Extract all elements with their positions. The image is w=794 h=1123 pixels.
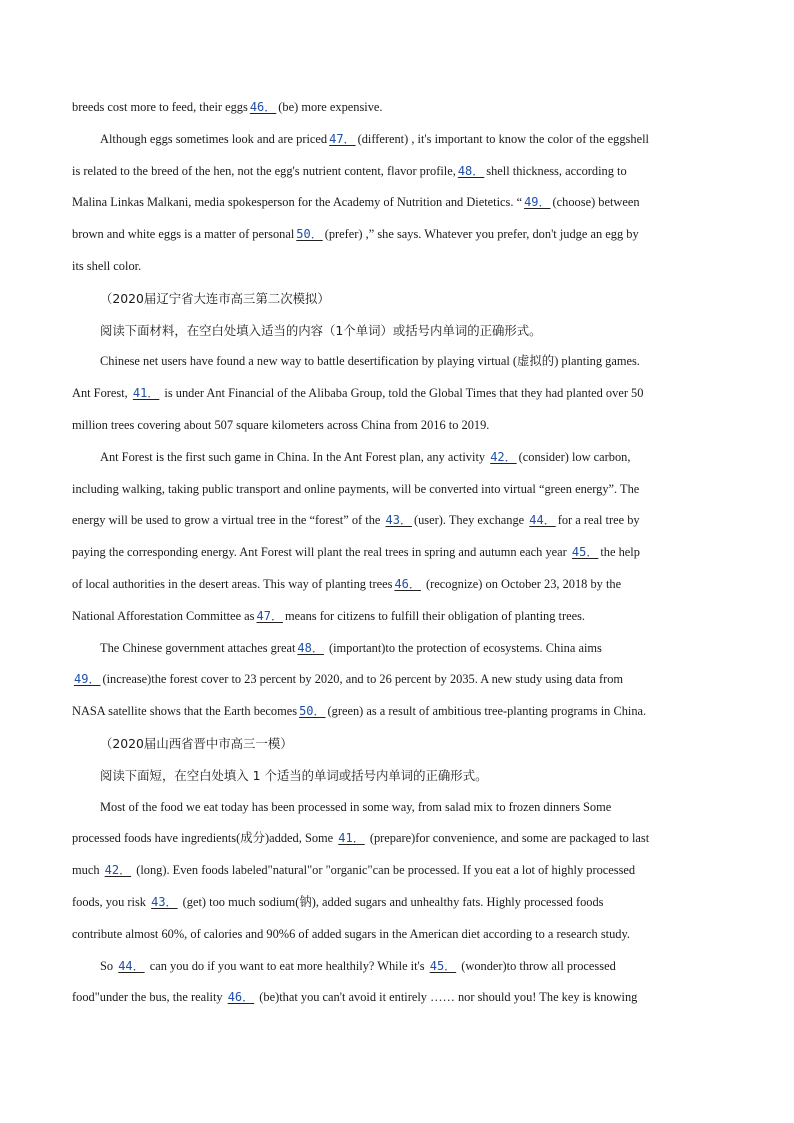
text-segment: (consider) low carbon, [518,449,631,464]
text-segment: is related to the breed of the hen, not the egg's nutrient content, flavor profile, [72,163,456,178]
text-line [72,187,720,219]
text-line [72,156,720,188]
text-line [72,219,720,251]
answer-blank: 47． [329,131,356,146]
text-segment: paying the corresponding energy. Ant Forest will plant the real trees in spring and autumn each year [72,545,570,560]
text-segment: means for citizens to fulfill their obligation of planting trees. [284,608,586,623]
document-page [72,92,720,1014]
answer-blank: 46． [227,990,255,1005]
text-segment: contribute almost 60%, of calories and 90%6 of added sugars in the American diet according to a research study. [72,926,630,941]
text-line [72,601,720,633]
text-segment: (increase)the forest cover to 23 percent by 2020, and to 26 percent by 2035. A new study using data from [102,672,624,687]
answer-blank: 47． [256,608,283,623]
text-line [72,696,720,728]
text-line [72,251,720,283]
text-segment: million trees covering about 507 square kilometers across China from 2016 to 2019. [72,417,490,432]
text-segment: (prepare)for convenience, and some are packaged to last [366,831,650,846]
text-segment: （2020届辽宁省大连市高三第二次模拟） [100,290,330,306]
text-line [72,505,720,537]
text-segment: (be) more expensive. [278,100,383,114]
text-line [72,982,720,1014]
section-source-heading [72,728,720,760]
text-line [72,92,720,124]
text-segment: (long). Even foods labeled"natural"or "organic"can be processed. If you eat a lot of highly processed [133,863,636,878]
text-segment: Most of the food we eat today has been processed in some way, from salad mix to frozen dinners Some [100,799,612,814]
answer-blank: 49． [74,672,101,687]
text-segment: Ant Forest is the first such game in China. In the Ant Forest plan, any activity [100,449,489,464]
section-instruction [72,760,720,792]
text-line [72,792,720,824]
text-segment: (wonder)to throw all processed [458,958,616,973]
answer-blank: 44． [118,958,145,973]
text-segment: (choose) between [552,195,640,210]
text-segment: of local authorities in the desert areas. This way of planting trees [72,576,393,591]
answer-blank: 46． [249,100,277,114]
answer-blank: 46． [394,576,421,591]
text-segment: Chinese net users have found a new way to battle desertification by playing virtual (虚拟的) planting games. [100,354,640,369]
text-segment: food"under the bus, the reality [72,990,226,1005]
text-segment: (user). They exchange [413,513,528,528]
answer-blank: 48． [297,640,324,655]
text-line [72,378,720,410]
text-segment: NASA satellite shows that the Earth becomes [72,704,298,719]
section-instruction [72,315,720,347]
text-segment: much [72,863,103,878]
answer-blank: 44． [529,513,556,528]
text-line [72,855,720,887]
text-segment: can you do if you want to eat more healthily? While it's [146,958,428,973]
text-segment: (different) , it's important to know the color of the eggshell [357,131,649,146]
text-segment: Malina Linkas Malkani, media spokesperson for the Academy of Nutrition and Dietetics. “ [72,195,523,210]
text-segment: (be)that you can't avoid it entirely …… nor should you! The key is knowing [256,990,638,1005]
answer-blank: 42． [104,863,132,878]
text-segment: foods, you risk [72,894,150,909]
text-line [72,346,720,378]
text-line [72,887,720,919]
text-segment: Ant Forest, [72,386,131,401]
text-segment: brown and white eggs is a matter of personal [72,227,295,242]
answer-blank: 45． [571,545,599,560]
text-line [72,474,720,506]
text-segment: 阅读下面材料，在空白处填入适当的内容（1个单词）或括号内单词的正确形式。 [100,322,542,338]
text-segment: including walking, taking public transport and online payments, will be converted into virtual “green energy”. The [72,481,640,496]
answer-blank: 41． [132,386,160,401]
text-segment: (important)to the protection of ecosystems. China aims [325,640,602,655]
text-line [72,664,720,696]
text-segment: (get) too much sodium(钠), added sugars and unhealthy fats. Highly processed foods [179,894,604,909]
text-segment: energy will be used to grow a virtual tree in the “forest” of the [72,513,384,528]
answer-blank: 43． [151,894,178,909]
text-segment: shell thickness, according to [486,163,627,178]
text-line [72,633,720,665]
text-segment: processed foods have ingredients(成分)added, Some [72,831,337,846]
text-segment: (prefer) ,” she says. Whatever you prefer, don't judge an egg by [324,227,639,242]
text-segment: (recognize) on October 23, 2018 by the [422,576,622,591]
text-segment: is under Ant Financial of the Alibaba Group, told the Global Times that they had planted over 50 [161,386,644,401]
text-line [72,951,720,983]
text-line [72,537,720,569]
answer-blank: 41． [338,831,365,846]
text-line [72,823,720,855]
text-segment: breeds cost more to feed, their eggs [72,100,248,114]
answer-blank: 50． [296,227,323,242]
text-line [72,919,720,951]
answer-blank: 48． [457,163,485,178]
text-line [72,569,720,601]
answer-blank: 49． [524,195,551,210]
text-segment: the help [600,545,640,560]
text-segment: National Afforestation Committee as [72,608,255,623]
text-segment: So [100,958,117,973]
text-segment: Although eggs sometimes look and are priced [100,131,328,146]
section-source-heading [72,283,720,315]
text-segment: 阅读下面短，在空白处填入 1 个适当的单词或括号内单词的正确形式。 [100,767,488,783]
answer-blank: 43． [385,513,412,528]
text-segment: for a real tree by [557,513,640,528]
text-line [72,442,720,474]
answer-blank: 42． [490,449,517,464]
answer-blank: 45． [429,958,457,973]
text-segment: （2020届山西省晋中市高三一模） [100,735,293,751]
text-line [72,410,720,442]
text-segment: The Chinese government attaches great [100,640,296,655]
text-segment: (green) as a result of ambitious tree-planting programs in China. [327,704,647,719]
answer-blank: 50． [299,704,326,719]
text-segment: its shell color. [72,258,142,273]
text-line [72,124,720,156]
